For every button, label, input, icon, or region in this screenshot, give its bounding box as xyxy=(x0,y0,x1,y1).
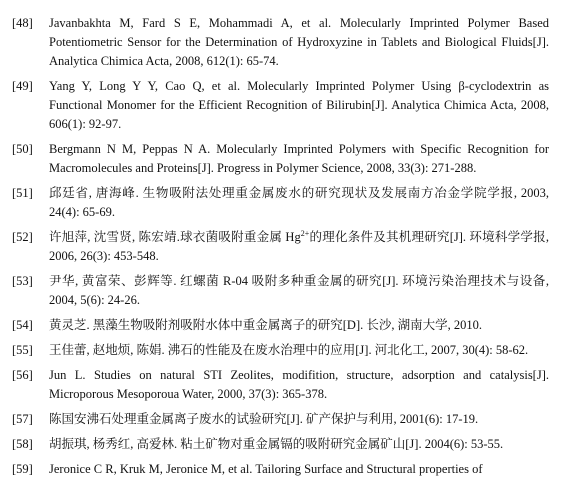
superscript-charge: 2+ xyxy=(300,228,310,238)
reference-item-53 xyxy=(0,272,586,310)
reference-item-51 xyxy=(0,184,586,222)
reference-item-56 xyxy=(0,366,586,404)
reference-item-55 xyxy=(0,341,586,360)
reference-item-57 xyxy=(0,410,586,429)
reference-number: [50] xyxy=(12,142,33,156)
reference-text xyxy=(49,228,549,266)
reference-item-50 xyxy=(0,140,586,178)
reference-number: [57] xyxy=(12,412,33,426)
reference-number: [56] xyxy=(12,368,33,382)
reference-list xyxy=(0,14,586,485)
reference-text: Javanbakhta M, Fard S E, Mohammadi A, et al. Molecularly Imprinted Polymer Based Potentiometric Sensor for the Determination of Hydroxyzine in Tablets and Biological Fluids[J]. Analytica Chimica Acta, 2008, 612(1): 65-74. xyxy=(49,16,549,68)
reference-item-59 xyxy=(0,460,586,479)
reference-number: [54] xyxy=(12,318,33,332)
reference-text-after: 的理化条件及其机理研究[J]. 环境科学学报, 2006, 26(3): 453-548. xyxy=(49,230,549,263)
reference-text: 尹华, 黄富荣、彭辉等. 红螺菌 R-04 吸附多种重金属的研究[J]. 环境污染治理技术与设备, 2004, 5(6): 24-26. xyxy=(49,274,549,307)
reference-number: [59] xyxy=(12,462,33,476)
reference-number: [52] xyxy=(12,230,33,244)
reference-text: Jun L. Studies on natural STI Zeolites, modifition, structure, adsorption and catalysis[J]. Microporous Mesoporoua Water, 2000, 37(3): 365-378. xyxy=(49,368,549,401)
reference-text-before: 许旭萍, 沈雪贤, 陈宏靖.球衣菌吸附重金属 Hg xyxy=(49,230,301,244)
reference-text: 王佳蕾, 赵地烦, 陈娟. 沸石的性能及在废水治理中的应用[J]. 河北化工, 2007, 30(4): 58-62. xyxy=(49,343,529,357)
reference-number: [53] xyxy=(12,274,33,288)
reference-text: 胡振琪, 杨秀红, 高爱林. 粘土矿物对重金属镉的吸附研究金属矿山[J]. 2004(6): 53-55. xyxy=(49,437,504,451)
reference-item-48 xyxy=(0,14,586,71)
reference-text: Jeronice C R, Kruk M, Jeronice M, et al. Tailoring Surface and Structural properties of xyxy=(49,462,483,476)
reference-item-52 xyxy=(0,228,586,266)
reference-number: [58] xyxy=(12,437,33,451)
reference-text: Bergmann N M, Peppas N A. Molecularly Imprinted Polymers with Specific Recognition for Macromolecules and Proteins[J]. Progress in Polymer Science, 2008, 33(3): 271-288. xyxy=(49,142,549,175)
reference-text: 邱廷省, 唐海峰. 生物吸附法处理重金属废水的研究现状及发展南方冶金学院学报, 2003, 24(4): 65-69. xyxy=(49,186,549,219)
reference-item-54 xyxy=(0,316,586,335)
reference-item-49 xyxy=(0,77,586,134)
reference-number: [49] xyxy=(12,79,33,93)
reference-text: Yang Y, Long Y Y, Cao Q, et al. Molecularly Imprinted Polymer Using β-cyclodextrin as Functional Monomer for the Efficient Recognition of Bilirubin[J]. Analytica Chimica Acta, 2008, 606(1): 92-97. xyxy=(49,79,549,131)
reference-text: 黄灵芝. 黑藻生物吸附剂吸附水体中重金属离子的研究[D]. 长沙, 湖南大学, 2010. xyxy=(49,318,482,332)
reference-item-58 xyxy=(0,435,586,454)
reference-number: [55] xyxy=(12,343,33,357)
reference-number: [48] xyxy=(12,16,33,30)
reference-text: 陈国安沸石处理重金属离子废水的试验研究[J]. 矿产保护与利用, 2001(6): 17-19. xyxy=(49,412,479,426)
reference-number: [51] xyxy=(12,186,33,200)
